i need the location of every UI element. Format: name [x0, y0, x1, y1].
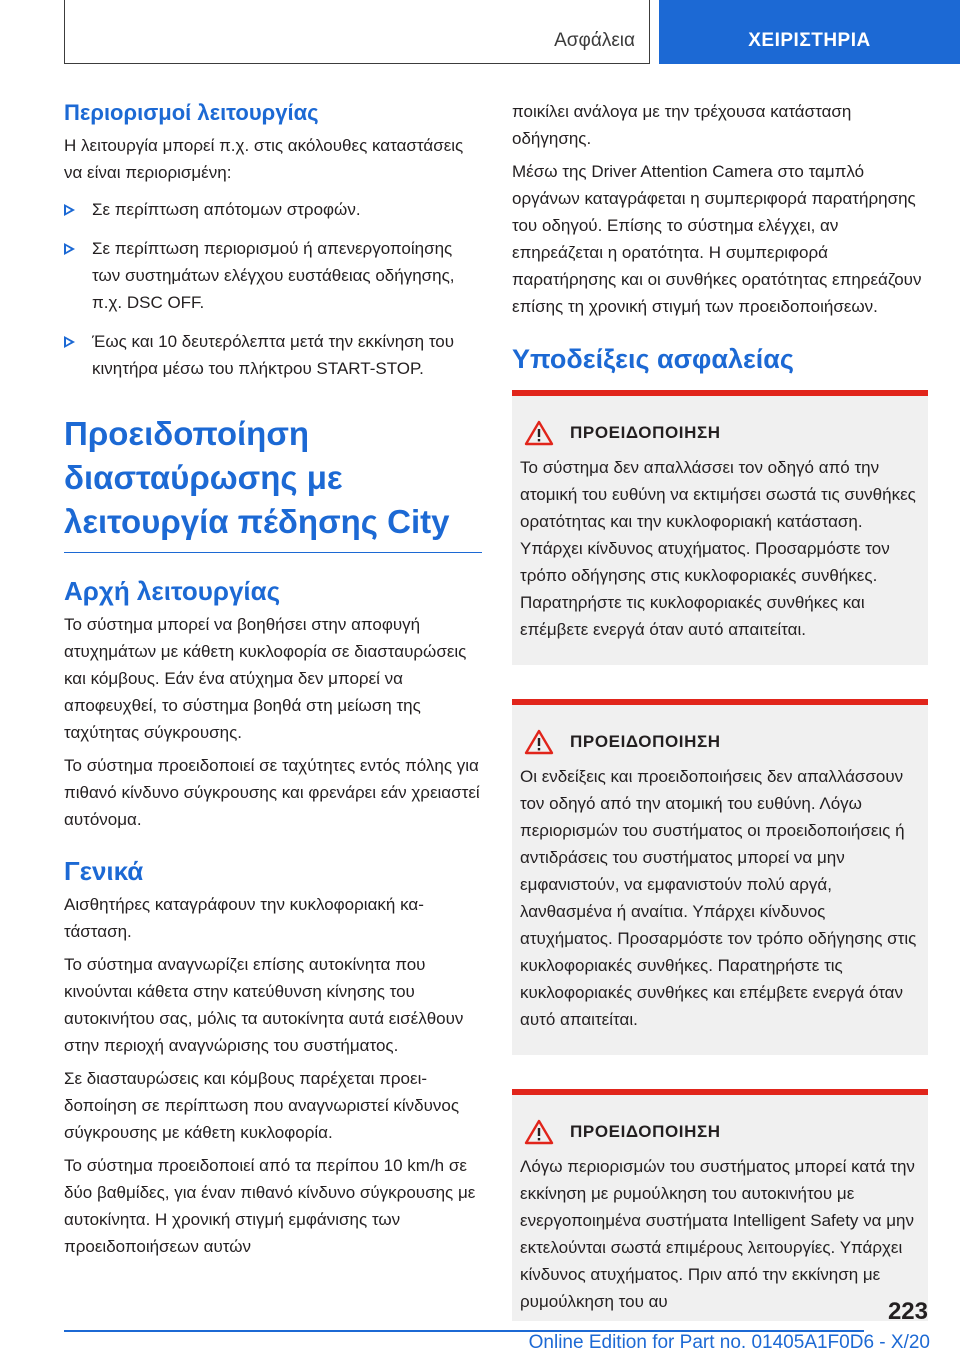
- header-chapter-title: ΧΕΙΡΙΣΤΗΡΙΑ: [748, 30, 871, 51]
- header-section-tab: [64, 0, 650, 64]
- triangle-bullet-icon: [64, 243, 75, 255]
- list-item: Έως και 10 δευτερόλεπτα μετά την εκκίνηση του κινητήρα μέσω του πλήκτρου START-STOP.: [64, 328, 482, 382]
- warning-text: Το σύστημα δεν απαλλάσσει τον οδηγό από την ατομική του ευθύνη να εκτιμήσει σωστά τις συνθήκες ορατότητας και την κυκλοφοριακή κατάσταση. Υπάρχει κίνδυνος ατυχήματος. Προσαρμόστε τον τρόπο οδήγησης στις κυκλοφοριακές συνθήκες. Παρατηρήστε τις κυκλοφοριακές συνθήκες και επέμβετε ενεργά όταν αυτό απαιτείται.: [520, 458, 916, 639]
- warning-triangle-icon: [524, 729, 554, 755]
- header-section-title: Ασφάλεια: [554, 30, 635, 51]
- warning-text: Οι ενδείξεις και προειδοποιήσεις δεν απαλλάσσουν τον οδηγό από την ατομική του ευθύνη. Λόγω περιορισμών του συστήματος οι προειδοποιήσεις ή αντιδράσεις του συστήματος μπορεί να μην εμφανιστούν, να εμφανιστούν πολύ αργά, λανθασμένα ή αναίτια. Υπάρχει κίνδυνος ατυχήματος. Προσαρμόστε τον τρόπο οδήγησης στις κυκλοφοριακές συνθήκες. Παρατηρήστε τις κυκλοφοριακές συνθήκες και επέμβετε ενεργά όταν αυτό απαιτείται.: [520, 767, 917, 1029]
- general-paragraph-1: Αισθητήρες καταγράφουν την κυκλοφοριακή κατάσταση.: [64, 895, 424, 941]
- general-paragraph-4: Το σύστημα προειδοποιεί από τα περίπου 10 km/h σε δύο βαθμίδες, για έναν πιθανό κίνδυνο σύγκρουσης με αυτοκίνητα. Η χρονική στιγμή εμφάνισης των προειδοποιήσεων αυτών: [64, 1156, 476, 1256]
- principle-paragraph-2: Το σύστημα προειδοποιεί σε ταχύτητες εντός πόλης για πιθανό κίνδυνο σύγκρουσης και φρενάρει εάν χρειαστεί αυτόνομα.: [64, 756, 480, 829]
- limits-list: [64, 196, 482, 382]
- warning-box-3: [512, 1089, 928, 1321]
- principle-heading: Αρχή λειτουργίας: [64, 576, 281, 606]
- principle-paragraph-1: Το σύστημα μπορεί να βοηθήσει στην αποφυγή ατυχημάτων με κάθετη κυκλοφορία σε διασταυρώσεις και κόμβους. Εάν ένα ατύχημα δεν μπορεί να αποφευχθεί, το σύστημα βοηθά στη μείωση της ταχύτητας σύγκρουσης.: [64, 615, 467, 742]
- footer-edition: Online Edition for Part no. 01405A1F0D6 - X/20: [528, 1332, 930, 1353]
- continued-paragraph-2: Μέσω της Driver Attention Camera στο ταμπλό οργάνων καταγράφεται η συμπεριφορά παρατήρησης του οδηγού. Επίσης το σύστημα ελέγχει, αν επηρεάζεται η ορατότητα. Η συμπεριφορά παρατήρησης και οι συνθήκες ορατότητας επηρεάζουν επίσης τη χρονική στιγμή των προειδοποιήσεων.: [512, 162, 922, 316]
- general-paragraph-3: Σε διασταυρώσεις και κόμβους παρέχεται προειδοποίηση σε περίπτωση που αναγνωριστεί κίνδυνος σύγκρουσης με κάθετη κυκλοφορία.: [64, 1069, 460, 1142]
- limits-intro: Η λειτουργία μπορεί π.χ. στις ακόλουθες καταστάσεις να είναι περιορισμένη:: [64, 136, 464, 182]
- general-heading: Γενικά: [64, 856, 144, 886]
- triangle-bullet-icon: [64, 336, 75, 348]
- left-column: [64, 98, 482, 1266]
- page-number: 223: [887, 1298, 928, 1325]
- right-column: [512, 98, 928, 1355]
- list-item: Σε περίπτωση απότομων στροφών.: [64, 196, 482, 223]
- header-chapter-tab: [659, 0, 960, 64]
- limits-heading: Περιορισμοί λειτουργίας: [64, 100, 319, 125]
- warning-title: ΠΡΟΕΙΔΟΠΟΙΗΣΗ: [570, 423, 721, 442]
- general-paragraph-2: Το σύστημα αναγνωρίζει επίσης αυτοκίνητα που κινούνται κάθετα στην κατεύθυνση κίνησης του αυτοκινήτου σας, μόλις τα αυτοκίνητα αυτά εισέλθουν στην περιοχή αναγνώρισης του συστήματος.: [64, 955, 464, 1055]
- triangle-bullet-icon: [64, 204, 75, 216]
- continued-paragraph-1: ποικίλει ανάλογα με την τρέχουσα κατάσταση οδήγησης.: [512, 102, 852, 148]
- warning-text: Λόγω περιορισμών του συστήματος μπορεί κατά την εκκίνηση με ρυμούλκηση του αυτοκινήτου με ενεργοποιημένα συστήματα Intelligent Safety να μην εκτελούνται σωστά επιμέρους λειτουργίες. Υπάρχει κίνδυνος ατυχήματος. Πριν από την εκκίνηση με ρυμούλκηση του αυ: [520, 1157, 915, 1311]
- safety-heading: Υποδείξεις ασφαλείας: [512, 344, 794, 374]
- warning-triangle-icon: [524, 420, 554, 446]
- warning-triangle-icon: [524, 1119, 554, 1145]
- warning-title: ΠΡΟΕΙΔΟΠΟΙΗΣΗ: [570, 1122, 721, 1141]
- warning-box-2: [512, 699, 928, 1055]
- list-item: Σε περίπτωση περιορισμού ή απενεργοποίησης των συστημάτων ελέγχου ευστάθειας οδήγησης, π.χ. DSC OFF.: [64, 235, 482, 316]
- warning-box-1: [512, 390, 928, 665]
- main-title: Προειδοποίηση διασταύρωσης με λειτουργία πέδησης City: [64, 412, 482, 553]
- warning-title: ΠΡΟΕΙΔΟΠΟΙΗΣΗ: [570, 732, 721, 751]
